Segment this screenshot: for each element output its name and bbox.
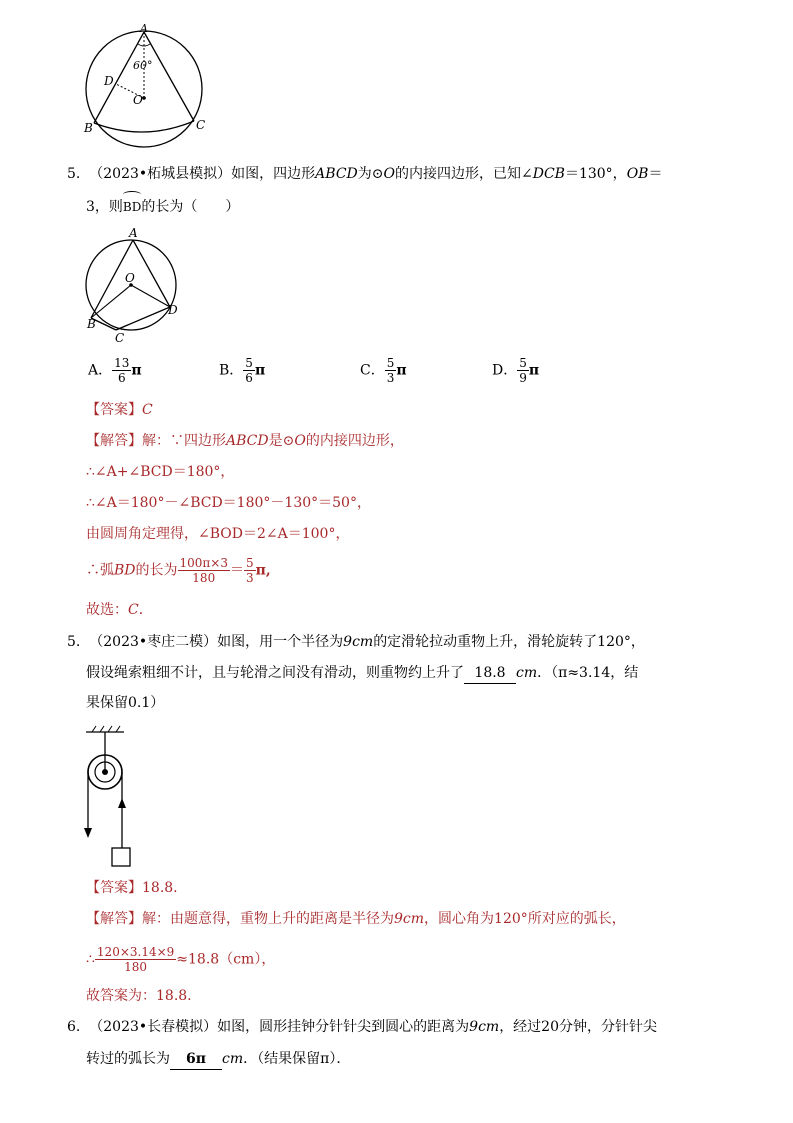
q6-line2: 转过的弧长为 6π cm．（结果保留π）． [86,1049,350,1070]
q5b-solution-2: ∴ $\frac{120\times 3.14\times 9}{180}$ ≈18.8（cm）， [86,945,276,974]
label-60deg: 60° [133,59,153,72]
q5a-choose: 故选：C． [86,602,153,618]
q5a-solution-5: ∴弧BD的长为 $\frac{100\pi\times 3}{180}$ ＝ $\frac{5}{3}$ π, [86,556,271,585]
label-O: O [125,271,135,285]
q5b-final: 故答案为：18.8. [86,988,192,1004]
label-B: B [84,121,93,135]
q5a-line2: 3，则 BD的长为（ ） [86,197,239,217]
figure-circle-60 [80,22,210,154]
q5b-line2: 假设绳索粗细不计，且与轮滑之间没有滑动，则重物约上升了 18.8 cm．（π≈3.14，结 [86,663,638,684]
label-B: B [87,317,96,331]
label-C: C [196,118,206,132]
q5b-number: 5. [67,634,81,650]
q5a-solution-4: 由圆周角定理得，∠BOD＝2∠A＝100°， [86,526,350,542]
figure-pulley [80,724,140,870]
q5a-solution-1: 【解答】解：∵四边形ABCD是⊙O的内接四边形， [86,433,404,449]
option-c[interactable]: C． $\frac{5}{3}$ π [360,356,407,385]
q5b-answer: 【答案】18.8. [86,880,178,896]
option-b[interactable]: B． $\frac{5}{6}$ π [219,356,266,385]
q5b-line1: 5. （2023•枣庄二模）如图，用一个半径为9cm的定滑轮拉动重物上升，滑轮旋转了120°， [67,634,645,650]
q5b-line3: 果保留0.1） [86,695,165,711]
label-O: O [133,93,143,107]
q5a-solution-2: ∴∠A+∠BCD＝180°， [86,464,235,480]
q5a-answer: 【答案】C [86,402,153,418]
option-a[interactable]: A． $\frac{13}{6}$ π [88,356,142,385]
q5b-solution-1: 【解答】解：由题意得，重物上升的距离是半径为9cm，圆心角为120°所对应的弧长， [86,911,626,927]
label-A: A [140,22,148,35]
label-C: C [115,331,125,345]
q6-line1: 6. （2023•长春模拟）如图，圆形挂钟分针针尖到圆心的距离为9cm，经过20分钟，分针针尖 [67,1019,658,1035]
answer-blank: 6π [170,1049,222,1070]
label-D: D [104,74,114,88]
label-A: A [129,226,138,240]
arc-bd: BD [123,197,141,217]
label-D: D [168,303,178,317]
q5a-line1: 5. （2023•柘城县模拟）如图，四边形ABCD为⊙O的内接四边形，已知∠DCB＝130°，OB＝ [67,166,663,182]
answer-blank: 18.8 [464,663,516,684]
q5a-number: 5. [67,166,81,182]
q5a-solution-3: ∴∠A＝180°－∠BCD＝180°－130°＝50°， [86,495,371,511]
figure-inscribed-quad [80,224,190,346]
q6-number: 6. [67,1019,81,1035]
option-d[interactable]: D． $\frac{5}{9}$ π [492,356,540,385]
